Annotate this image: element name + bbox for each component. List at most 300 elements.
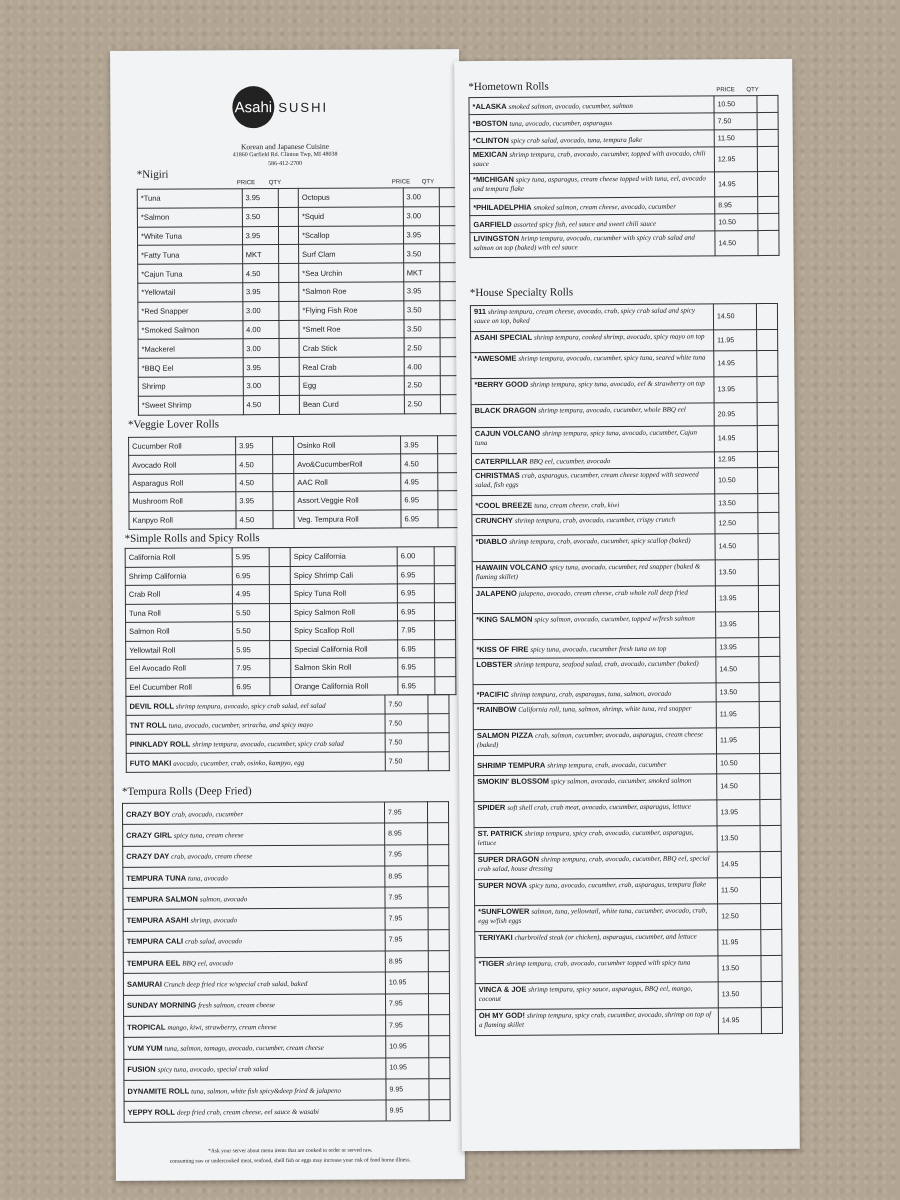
menu-row	[470, 196, 779, 215]
item-name: CRUNCHY	[475, 515, 513, 526]
item-description: shrimp, avocado	[190, 916, 238, 925]
item-name: *COOL BREEZE	[475, 500, 533, 510]
qty-cell[interactable]	[429, 1100, 450, 1121]
qty-cell[interactable]	[757, 95, 778, 112]
nigiri-qty-header: QTY	[268, 180, 282, 187]
menu-row	[474, 799, 781, 827]
menu-row	[126, 695, 449, 716]
qty-cell[interactable]	[756, 303, 777, 329]
menu-row	[474, 877, 781, 905]
qty-cell[interactable]	[434, 602, 455, 621]
qty-cell[interactable]	[273, 473, 294, 492]
item-cell	[126, 733, 385, 753]
qty-cell[interactable]	[279, 358, 299, 377]
qty-cell[interactable]	[279, 282, 299, 301]
qty-cell[interactable]	[429, 1015, 450, 1036]
item-cell	[473, 612, 716, 640]
item-cell	[124, 1079, 386, 1102]
logo-word: SUSHI	[278, 99, 329, 115]
item-name: Shrimp	[138, 377, 243, 396]
qty-cell[interactable]	[758, 213, 779, 230]
qty-cell[interactable]	[279, 301, 299, 320]
item-name: *White Tuna	[137, 226, 242, 245]
qty-cell[interactable]	[429, 1079, 450, 1100]
qty-cell[interactable]	[273, 510, 294, 529]
item-price: 3.50	[242, 207, 278, 226]
qty-cell[interactable]	[760, 851, 781, 877]
item-price: 6.95	[398, 658, 435, 677]
item-price: 4.95	[232, 585, 269, 604]
qty-cell[interactable]	[428, 714, 449, 733]
qty-cell[interactable]	[758, 230, 779, 255]
item-price: 4.95	[401, 472, 438, 491]
item-name: *PHILADELPHIA	[473, 202, 532, 212]
veggie-title: *Veggie Lover Rolls	[127, 418, 220, 431]
qty-cell[interactable]	[428, 972, 449, 993]
item-description: spicy tuna, avocado, cucumber, red snapper (baked & flaming skillet)	[475, 562, 701, 582]
item-name: DEVIL ROLL	[129, 701, 174, 711]
hometown-rolls-table	[468, 95, 779, 258]
tempura-rolls-table	[122, 801, 451, 1123]
item-cell	[471, 426, 714, 454]
qty-cell[interactable]	[269, 603, 290, 622]
item-name: CAJUN VOLCANO	[474, 428, 541, 439]
item-description: shrimp tempura, avocado, cucumber, spicy tuna, seared white tuna	[518, 353, 706, 363]
menu-row	[474, 773, 781, 801]
qty-cell[interactable]	[428, 823, 449, 844]
qty-cell[interactable]	[278, 245, 298, 264]
qty-cell[interactable]	[279, 376, 299, 395]
item-price: 8.95	[715, 197, 758, 214]
item-price: 8.95	[385, 823, 428, 845]
item-cell	[124, 1100, 386, 1123]
qty-cell[interactable]	[278, 188, 298, 207]
item-description: spicy tuna, avocado, cucumber fresh tuna on top	[530, 644, 667, 654]
qty-cell[interactable]	[758, 196, 779, 213]
item-price: 3.50	[403, 244, 439, 263]
qty-cell[interactable]	[429, 1036, 450, 1057]
item-price: 6.95	[233, 677, 270, 696]
item-description: shrimp tempura, crab, avocado, cucumber, topped with avocado, chili sauce	[472, 149, 706, 169]
item-cell	[475, 956, 718, 984]
item-name: *Salmon Roe	[299, 282, 404, 301]
item-description: jalapeno, avocado, cream cheese, crab whole roll deep fried	[518, 588, 688, 598]
item-cell	[469, 113, 714, 132]
item-cell	[470, 214, 715, 233]
item-cell	[475, 930, 718, 958]
item-price: 6.00	[397, 547, 434, 566]
item-name: *CLINTON	[472, 135, 509, 145]
qty-cell[interactable]	[758, 559, 779, 585]
left-menu-sheet	[110, 49, 465, 1181]
qty-cell[interactable]	[760, 753, 781, 773]
item-name: CRAZY BOY	[126, 809, 171, 819]
item-name: Spicy Scallop Roll	[291, 621, 398, 640]
item-name: TEMPURA TUNA	[126, 873, 187, 883]
qty-cell[interactable]	[761, 981, 782, 1007]
menu-row	[474, 825, 781, 853]
item-price: 6.95	[398, 676, 435, 695]
qty-cell[interactable]	[761, 1007, 782, 1033]
item-price: 13.50	[718, 956, 761, 982]
menu-row	[472, 467, 779, 495]
qty-cell[interactable]	[434, 584, 455, 603]
item-description: charbroiled steak (or chicken), asparagus, cucumber, and lettuce	[514, 932, 697, 942]
item-name: CRAZY GIRL	[126, 830, 172, 840]
qty-cell[interactable]	[428, 733, 449, 752]
menu-row	[138, 319, 460, 339]
item-price: 9.95	[386, 1100, 429, 1122]
qty-cell[interactable]	[435, 639, 456, 658]
item-price: 7.95	[385, 887, 428, 909]
menu-row	[473, 682, 780, 703]
qty-cell[interactable]	[759, 701, 780, 727]
item-price: MKT	[242, 245, 278, 264]
item-cell	[126, 714, 385, 734]
item-name: Kanpyo Roll	[129, 510, 236, 529]
qty-cell[interactable]	[760, 773, 781, 799]
nigiri-table	[137, 187, 461, 415]
item-price: 7.50	[385, 714, 428, 733]
item-price: 6.95	[401, 491, 438, 510]
item-cell	[472, 586, 715, 614]
nigiri-title: *Nigiri	[136, 168, 169, 181]
item-name: *SUNFLOWER	[478, 906, 530, 917]
menu-row	[471, 402, 778, 427]
item-price: 10.95	[385, 972, 428, 994]
item-price: 14.50	[717, 774, 760, 800]
menu-row	[123, 929, 449, 952]
item-name: Salmon Skin Roll	[291, 658, 398, 677]
item-price: 10.50	[717, 754, 760, 774]
item-name: DYNAMITE ROLL	[127, 1086, 190, 1096]
qty-cell[interactable]	[438, 509, 459, 528]
item-price: 2.50	[404, 338, 440, 357]
menu-row	[473, 611, 780, 639]
item-name: Spicy California	[290, 547, 397, 566]
qty-cell[interactable]	[428, 752, 449, 771]
item-price: 7.50	[385, 752, 428, 771]
item-name: SALMON PIZZA	[476, 730, 534, 741]
menu-row	[137, 188, 459, 208]
item-name: TEMPURA SALMON	[126, 894, 198, 904]
restaurant-subtitle: Korean and Japanese Cuisine	[240, 141, 330, 152]
qty-cell[interactable]	[757, 112, 778, 129]
qty-cell[interactable]	[759, 727, 780, 753]
qty-cell[interactable]	[270, 677, 291, 696]
item-cell	[123, 845, 385, 868]
qty-cell[interactable]	[278, 207, 298, 226]
qty-cell[interactable]	[438, 454, 459, 473]
item-price: 6.95	[397, 565, 434, 584]
item-price: 6.95	[398, 639, 435, 658]
qty-cell[interactable]	[760, 799, 781, 825]
item-price: 10.95	[386, 1057, 429, 1079]
qty-cell[interactable]	[279, 395, 299, 414]
qty-cell[interactable]	[279, 264, 299, 283]
item-name: California Roll	[125, 548, 232, 567]
special-rolls-table	[125, 694, 449, 773]
qty-cell[interactable]	[757, 425, 778, 451]
qty-cell[interactable]	[435, 676, 456, 695]
item-name: SUNDAY MORNING	[127, 1000, 197, 1011]
menu-row	[124, 1036, 450, 1059]
item-cell	[123, 887, 385, 910]
qty-cell[interactable]	[269, 584, 290, 603]
hometown-title: *Hometown Rolls	[468, 80, 549, 94]
item-price: 20.95	[714, 403, 757, 426]
qty-cell[interactable]	[273, 455, 294, 474]
item-name: Shrimp California	[125, 566, 232, 585]
raw-food-warning: consuming raw or undercooked meat, seafood, shell fish or eggs may increase your risk of food borne illness.	[169, 1157, 411, 1165]
item-price: 6.95	[397, 584, 434, 603]
qty-cell[interactable]	[759, 656, 780, 682]
qty-cell[interactable]	[757, 329, 778, 350]
item-cell	[470, 231, 715, 258]
item-description: shrimp tempura, crab, asparagus, tuna, salmon, avocado	[510, 689, 672, 699]
qty-cell[interactable]	[757, 146, 778, 171]
qty-cell[interactable]	[761, 929, 782, 955]
item-cell	[475, 982, 718, 1010]
qty-cell[interactable]	[758, 493, 779, 512]
menu-row	[138, 376, 460, 396]
menu-row	[138, 263, 460, 283]
item-name: Spicy Salmon Roll	[290, 602, 397, 621]
qty-cell[interactable]	[760, 877, 781, 903]
item-description: BBQ eel, avocado	[182, 959, 234, 968]
item-cell	[122, 802, 384, 825]
menu-row	[471, 329, 778, 352]
item-description: crab, salmon, cucumber, avocado, asparagus, cream cheese (baked)	[476, 730, 704, 750]
item-cell	[470, 197, 715, 216]
item-price: 5.95	[233, 640, 270, 659]
qty-cell[interactable]	[428, 951, 449, 972]
qty-cell[interactable]	[761, 903, 782, 929]
menu-row	[472, 533, 779, 561]
item-price: 13.95	[714, 377, 757, 403]
qty-cell[interactable]	[759, 611, 780, 637]
qty-cell[interactable]	[759, 637, 780, 656]
item-price: 10.50	[714, 96, 757, 113]
item-cell	[126, 695, 385, 715]
item-name: Cucumber Roll	[129, 437, 236, 456]
menu-row	[129, 472, 459, 492]
item-price: 13.50	[717, 826, 760, 852]
menu-row	[123, 866, 449, 889]
item-cell	[470, 304, 713, 332]
menu-row	[126, 621, 456, 641]
item-name: HAWAIIN VOLCANO	[475, 562, 548, 573]
menu-row	[475, 903, 782, 931]
item-price: 3.00	[242, 301, 278, 320]
item-name: SUPER DRAGON	[477, 854, 540, 865]
item-description: shrimp tempura, avocado, spicy crab salad, eel salad	[175, 701, 326, 711]
item-price: 14.50	[715, 534, 758, 560]
item-description: shrimp tempura, spicy crab, avocado, cucumber, asparagus, lettuce	[477, 828, 694, 848]
menu-row	[129, 454, 459, 474]
qty-cell[interactable]	[429, 1057, 450, 1078]
item-cell	[123, 972, 385, 995]
item-name: *Mackerel	[138, 339, 243, 358]
item-cell	[474, 754, 717, 776]
item-name: SUPER NOVA	[477, 880, 528, 891]
menu-row	[469, 95, 778, 114]
item-description: shrimp tempura, spicy sauce, asparagus, BBQ eel, mango, coconut	[478, 984, 693, 1004]
qty-cell[interactable]	[273, 436, 294, 455]
menu-row	[470, 230, 779, 257]
qty-cell[interactable]	[757, 129, 778, 146]
menu-row	[126, 733, 449, 754]
qty-cell[interactable]	[428, 908, 449, 929]
qty-cell[interactable]	[761, 955, 782, 981]
item-price: 7.95	[398, 621, 435, 640]
qty-cell[interactable]	[758, 467, 779, 493]
item-price: 4.50	[401, 454, 438, 473]
menu-row	[137, 225, 459, 245]
qty-cell[interactable]	[434, 547, 455, 566]
menu-row	[474, 851, 781, 879]
item-price: 11.95	[718, 930, 761, 956]
item-price: 14.50	[713, 304, 756, 330]
item-name: *Flying Fish Roe	[299, 301, 404, 320]
item-price: 3.00	[403, 206, 439, 225]
qty-cell[interactable]	[279, 339, 299, 358]
item-description: shrimp tempura, crab, avocado, cucumber topped with spicy tuna	[506, 958, 691, 968]
menu-row	[122, 802, 448, 825]
menu-row	[129, 491, 459, 511]
menu-row	[124, 1015, 450, 1038]
item-name: *PACIFIC	[476, 689, 510, 699]
qty-cell[interactable]	[428, 866, 449, 887]
item-description: shrimp tempura, spicy crab, cucumber, avocado, shrimp on top of a flaming skillet	[478, 1010, 712, 1030]
menu-row	[473, 701, 780, 729]
item-price: 12.50	[718, 904, 761, 930]
qty-cell[interactable]	[273, 492, 294, 511]
item-price: 7.50	[714, 113, 757, 130]
qty-cell[interactable]	[279, 320, 299, 339]
item-price: 11.95	[716, 728, 759, 754]
item-price: 13.95	[716, 638, 759, 657]
qty-cell[interactable]	[428, 844, 449, 865]
item-description: shrimp tempura, avocado, cucumber, spicy crab salad	[192, 739, 344, 748]
menu-row	[123, 951, 449, 974]
qty-cell[interactable]	[435, 621, 456, 640]
item-description: tuna, avocado, cucumber, asparagus	[509, 118, 613, 128]
item-name: *ALASKA	[472, 101, 507, 111]
menu-row	[473, 656, 780, 684]
qty-cell[interactable]	[757, 350, 778, 376]
qty-cell[interactable]	[757, 451, 778, 467]
qty-cell[interactable]	[759, 682, 780, 701]
item-name: JALAPENO	[475, 588, 517, 599]
item-cell	[471, 452, 714, 470]
item-description: spicy tuna, cream cheese	[173, 831, 244, 840]
menu-row	[472, 493, 779, 514]
item-price: 14.95	[718, 1008, 761, 1034]
qty-cell[interactable]	[278, 226, 298, 245]
item-name: Eel Cucumber Roll	[126, 677, 233, 696]
item-name: *Sea Urchin	[299, 263, 404, 282]
simple-rolls-table	[125, 546, 457, 697]
item-price: 13.50	[718, 982, 761, 1008]
item-price: 14.50	[715, 231, 758, 256]
qty-cell[interactable]	[760, 825, 781, 851]
item-price: 3.95	[401, 436, 438, 455]
qty-cell[interactable]	[269, 547, 290, 566]
menu-row	[475, 955, 782, 983]
qty-cell[interactable]	[758, 585, 779, 611]
item-name: Salmon Roll	[126, 622, 233, 641]
menu-row	[123, 823, 449, 846]
item-description: spicy tuna, avocado, cucumber, crab, asparagus, tempura flake	[528, 880, 707, 890]
item-description: spicy crab salad, avocado, tuna, tempura flake	[510, 135, 643, 145]
restaurant-logo	[232, 86, 328, 129]
item-description: assorted spicy fish, eel sauce and sweet chili sauce	[513, 219, 657, 229]
item-name: Octopus	[298, 188, 403, 207]
item-cell	[124, 1036, 386, 1059]
qty-cell[interactable]	[269, 566, 290, 585]
qty-cell[interactable]	[757, 376, 778, 402]
menu-row	[125, 602, 455, 622]
item-cell	[123, 951, 385, 974]
qty-cell[interactable]	[757, 402, 778, 425]
item-name: *KING SALMON	[476, 614, 533, 625]
qty-cell[interactable]	[438, 436, 459, 455]
item-description: tuna, salmon, white fish spicy&deep fried & jalapeno	[191, 1086, 342, 1096]
item-price: 14.95	[717, 852, 760, 878]
qty-cell[interactable]	[757, 171, 778, 196]
qty-cell[interactable]	[270, 621, 291, 640]
qty-cell[interactable]	[427, 802, 448, 823]
item-price: 5.50	[232, 603, 269, 622]
item-price: 14.95	[714, 172, 757, 197]
qty-cell[interactable]	[270, 640, 291, 659]
item-description: Crunch deep fried rice w/special crab salad, baked	[163, 979, 308, 989]
item-price: 13.95	[717, 800, 760, 826]
house-title: *House Specialty Rolls	[469, 286, 574, 300]
item-name: *Red Snapper	[138, 302, 243, 321]
qty-cell[interactable]	[428, 993, 449, 1014]
item-cell	[471, 351, 714, 379]
item-price: 13.95	[716, 612, 759, 638]
qty-cell[interactable]	[434, 565, 455, 584]
qty-cell[interactable]	[438, 472, 459, 491]
qty-cell[interactable]	[428, 887, 449, 908]
item-name: *Salmon	[137, 208, 242, 227]
qty-cell[interactable]	[270, 658, 291, 677]
item-name: FUTO MAKI	[129, 758, 172, 768]
item-price: 11.95	[716, 702, 759, 728]
item-cell	[473, 638, 716, 659]
qty-cell[interactable]	[758, 512, 779, 533]
qty-cell[interactable]	[428, 929, 449, 950]
menu-row	[470, 303, 777, 331]
item-name: SAMURAI	[126, 979, 162, 989]
qty-cell[interactable]	[438, 491, 459, 510]
qty-cell[interactable]	[435, 658, 456, 677]
qty-cell[interactable]	[428, 695, 449, 714]
item-price: 4.50	[236, 473, 273, 492]
menu-row	[126, 676, 456, 696]
qty-cell[interactable]	[758, 533, 779, 559]
item-description: tuna, avocado, cucumber, sriracha, and spicy mayo	[168, 720, 313, 730]
item-cell	[474, 774, 717, 802]
item-price: 10.50	[715, 468, 758, 494]
item-price: 9.95	[386, 1079, 429, 1101]
item-cell	[473, 683, 716, 704]
item-description: smoked salmon, cream cheese, avocado, cucumber	[533, 202, 676, 212]
item-name: Crab Stick	[299, 338, 404, 357]
